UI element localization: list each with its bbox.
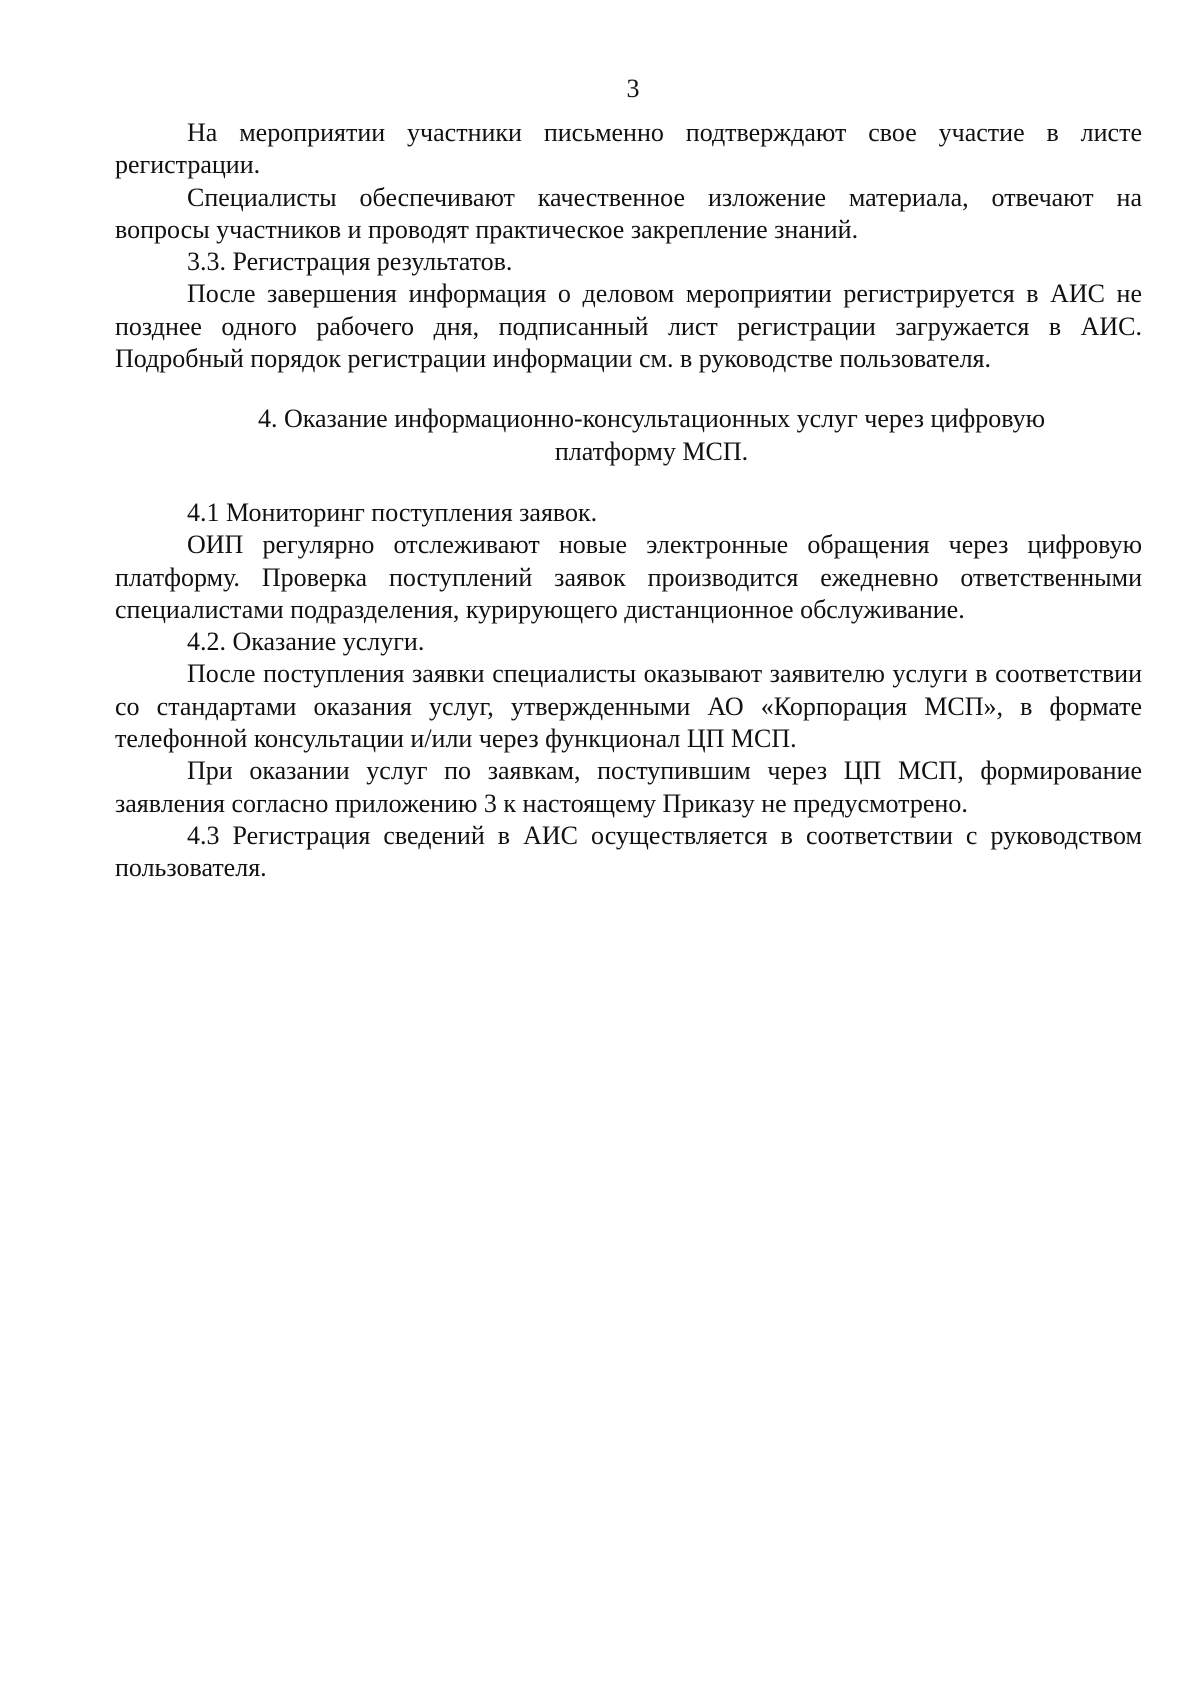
paragraph-monitoring: ОИП регулярно отслеживают новые электронные обращения через цифровую платформу. Проверка поступлений заявок производится ежедневно ответственными специалистами подразделения, курирующего дистанционное обслуживание.	[115, 530, 1142, 624]
paragraph-specialists: Специалисты обеспечивают качественное изложение материала, отвечают на вопросы участников и проводят практическое закрепление знаний.	[115, 182, 1142, 244]
paragraph-registration-sheet: На мероприятии участники письменно подтверждают свое участие в листе регистрации.	[115, 118, 1142, 180]
document-body	[115, 117, 1142, 885]
page-number: 3	[626, 74, 640, 103]
paragraph-4-3-registration: 4.3 Регистрация сведений в АИС осуществляется в соответствии с руководством пользователя.	[115, 820, 1142, 883]
subheading-4-1: 4.1 Мониторинг поступления заявок.	[187, 497, 598, 527]
paragraph-results-registration: После завершения информация о деловом мероприятии регистрируется в АИС не позднее одного рабочего дня, подписанный лист регистрации загружается в АИС. Подробный порядок регистрации информации см. в руководстве пользователя.	[115, 279, 1142, 374]
section-4-heading: 4. Оказание информационно-консультационных услуг через цифровую платформу МСП.	[257, 404, 1046, 466]
subheading-3-3: 3.3. Регистрация результатов.	[187, 247, 513, 277]
paragraph-application-form: При оказании услуг по заявкам, поступившим через ЦП МСП, формирование заявления согласно приложению 3 к настоящему Приказу не предусмотрено.	[115, 756, 1142, 818]
subheading-4-2: 4.2. Оказание услуги.	[187, 627, 425, 657]
paragraph-service-provision: После поступления заявки специалисты оказывают заявителю услуги в соответствии со стандартами оказания услуг, утвержденными АО «Корпорация МСП», в формате телефонной консультации и/или через функционал ЦП МСП.	[115, 659, 1142, 754]
